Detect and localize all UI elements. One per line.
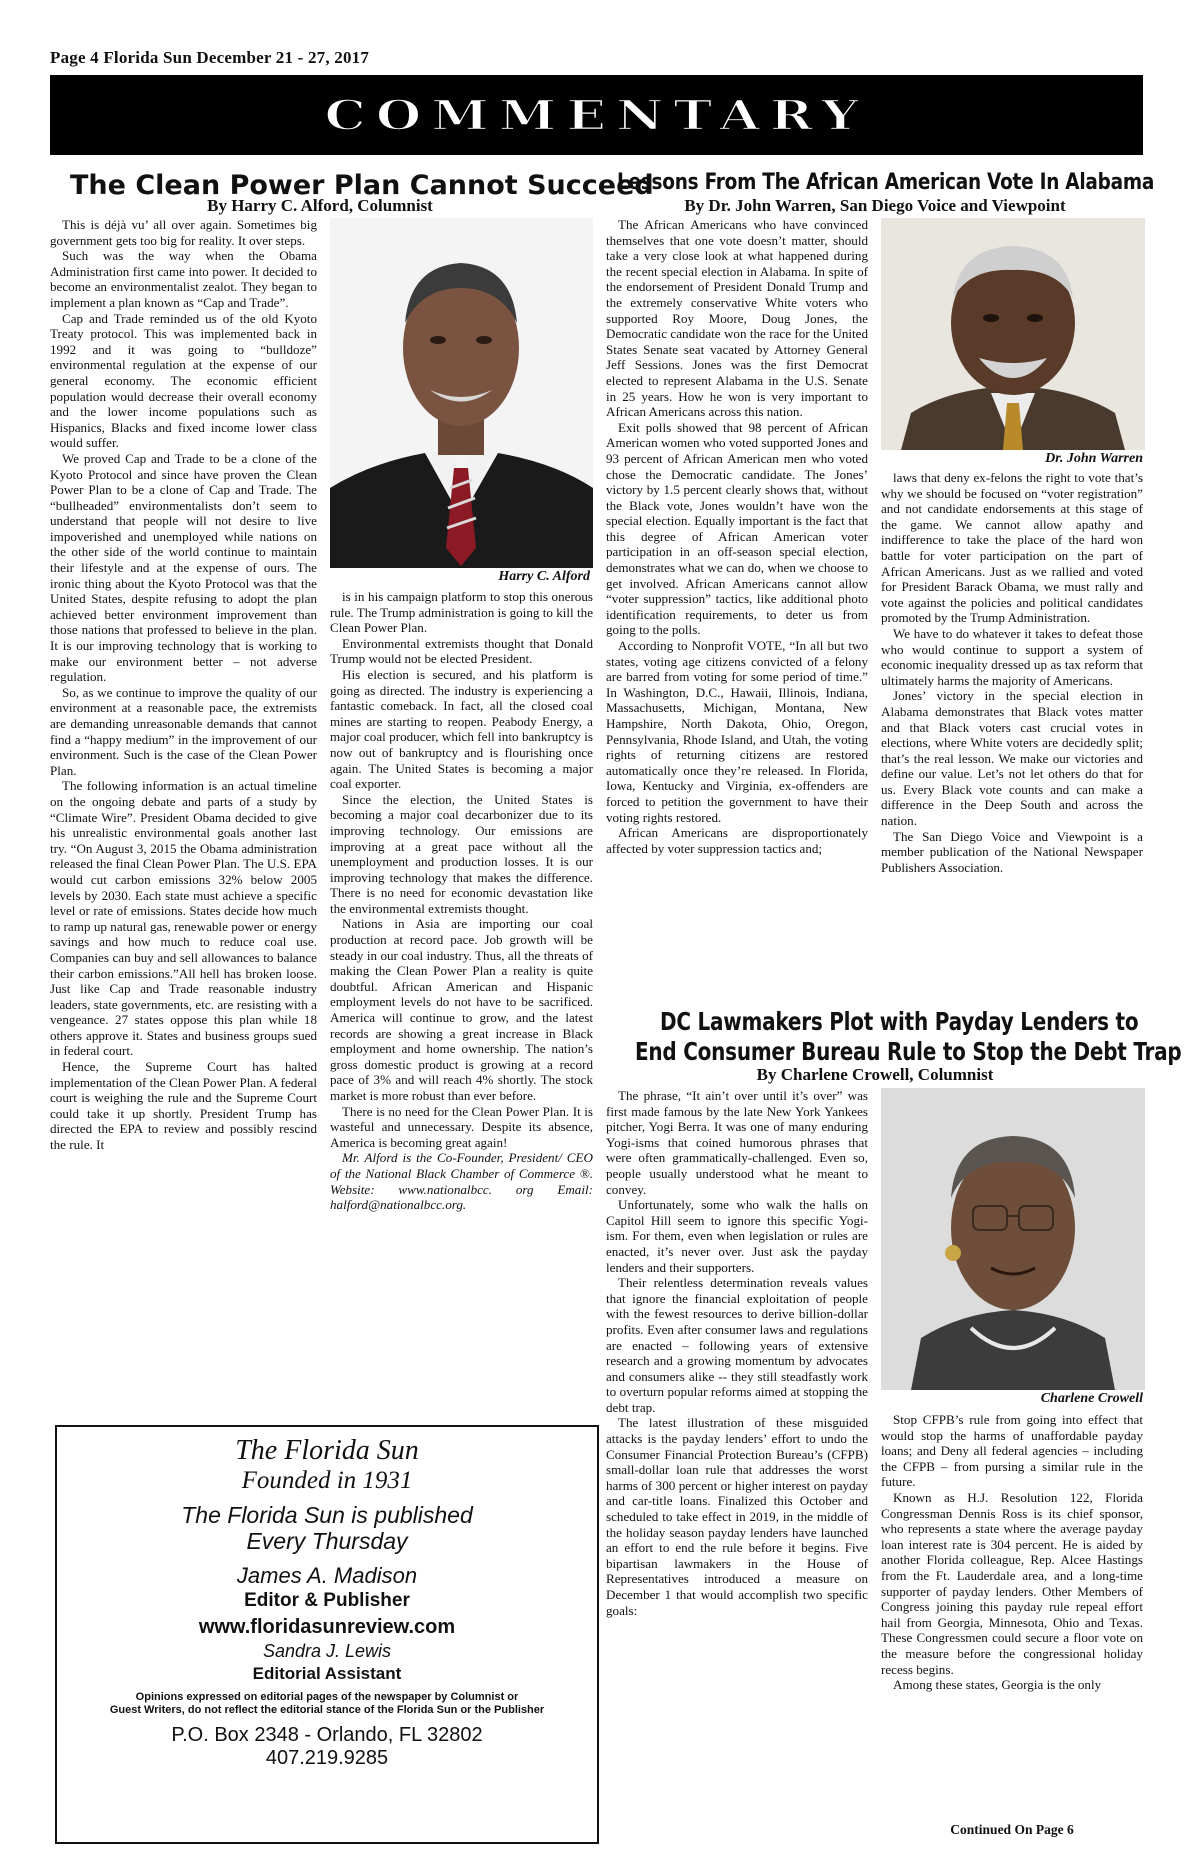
masthead-address: P.O. Box 2348 - Orlando, FL 32802 [171, 1724, 483, 1747]
article1-byline: By Harry C. Alford, Columnist [207, 196, 433, 215]
paragraph: The African Americans who have convinced themselves that one vote doesn’t matter, should take a very close look at what happened during the recent special election in Alabama. In spite of the endorsement of President Donald Trump and the extremely conservative White voters who supported Roy Moore, Doug Jones, the Democratic candidate won the race for the United States Senate seat vacated by Attorney General Jeff Sessions. Jones was the first Democrat elected to represent Alabama in the U.S. Senate in 25 years. How he won is very important to African Americans across this nation. [606, 217, 868, 420]
masthead-founded: Founded in 1931 [241, 1467, 413, 1495]
paragraph: Such was the way when the Obama Administration first came into power. It decided to become an environmentalist zealot. They began to implement a plan known as “Cap and Trade”. [50, 248, 317, 310]
article3-photo [881, 1088, 1145, 1390]
paragraph: Nations in Asia are importing our coal production at record pace. Job growth will be steady in our coal industry. Thus, all the threats of making the Clean Power Plan a reality is quite doubtful. African American and Hispanic employment levels do not have to be sacrificed. America will continue to grow, and the latest records are showing a great increase in Black employment and home ownership. The nation’s gross domestic product is growing at a record pace of 3% and will reach 4% shortly. The stock market is more robust than ever before. [330, 916, 593, 1103]
paragraph: Among these states, Georgia is the only [893, 1677, 1102, 1693]
paragraph: Exit polls showed that 98 percent of African American women who voted supported Jones and 93 percent of African American men who voted chose the Democratic candidate. The Jones’ victory by 1.5 percent clearly shows that, without the Black vote, Jones wouldn’t have won the special election. Equally important is the fact that this degree of African American voter participation in an off-season special election, demonstrates what we can do, when we choose to get involved. African Americans cannot allow “voter suppression” tactics, like additional photo identification requirements, to deter us from going to the polls. [606, 419, 868, 638]
article2-byline: By Dr. John Warren, San Diego Voice and Viewpoint [684, 196, 1066, 215]
portrait-john-warren [881, 218, 1145, 450]
article2-headline: Lessons From The African American Vote In Alabama [617, 170, 1155, 195]
paragraph: The San Diego Voice and Viewpoint is a member publication of the National Newspaper Publishers Association. [881, 828, 1143, 875]
article2-column-2 [881, 470, 1143, 987]
masthead-assistant-name: Sandra J. Lewis [262, 1640, 392, 1661]
masthead-phone: 407.219.9285 [265, 1747, 389, 1770]
paragraph: Their relentless determination reveals values that ignore the financial exploitation of people with the fewest resources to derive billion-dollar profits. Even after consumer laws and regulations are enacted – following years of extensive research and a growing momentum by advocates and consumers alike -- they still steadfastly work to overturn popular reforms aimed at stopping the debt trap. [606, 1275, 868, 1415]
paragraph: His election is secured, and his platform is going as directed. The industry is experiencing a fantastic comeback. In fact, all the closed coal mines are starting to reopen. Peabody Energy, a major coal producer, which fell into bankruptcy is now out of bankruptcy and is flourishing once again. The United States is becoming a major coal exporter. [330, 666, 593, 792]
article3-photo-caption: Charlene Crowell [1040, 1391, 1143, 1406]
paragraph: So, as we continue to improve the quality of our environment at a reasonable pace, the extremists are demanding unreasonable demands that cannot find a “happy medium” in the improvement of our environment. Such is the case of the Clean Power Plan. [50, 684, 317, 778]
masthead-disclaimer-line2: Guest Writers, do not reflect the editorial stance of the Florida Sun or the Publisher [109, 1703, 545, 1716]
paragraph: Cap and Trade reminded us of the old Kyoto Treaty protocol. This was implemented back in 1992 and it was going to “bulldoze” environmental regulation at the expense of our general economy. The economic efficient population would decrease their overall economy and the lower income populations such as Hispanics, Blacks and fixed income lower class would suffer. [50, 310, 317, 451]
masthead-editor-name: James A. Madison [236, 1562, 418, 1588]
section-title: COMMENTARY [324, 90, 869, 140]
masthead-editor-title: Editor & Publisher [244, 1590, 410, 1612]
continued-on-page-6: Continued On Page 6 [950, 1822, 1074, 1837]
paragraph: Environmental extremists thought that Donald Trump would not be elected President. [330, 635, 593, 667]
masthead-assistant-title: Editorial Assistant [252, 1663, 402, 1683]
paragraph: Hence, the Supreme Court has halted implementation of the Clean Power Plan. A federal court is weighing the rule and the Supreme Court could take it up shortly. President Trump has directed the EPA to review and possibly rescind the rule. It [50, 1059, 317, 1153]
masthead-box [55, 1425, 599, 1844]
paragraph: The following information is an actual timeline on the ongoing debate and parts of a study by “Climate Wire”. President Obama decided to give his unrealistic environmental goals another last try. “On August 3, 2015 the Obama administration released the final Clean Power Plan. The U.S. EPA would cut carbon emissions 32% below 2005 levels by 2030. Each state must achieve a specific level or rate of emissions. States decide how much to ramp up natural gas, renewable power or energy savings and how much to reduce coal use. Companies can buy and sell allowances to balance their carbon emissions.”All hell has broken loose. Just like Cap and Trade reasonable industry leaders, state governments, etc. are resisting with a vengeance. 27 states oppose this plan while 18 others approve it. States and business groups sued in federal court. [50, 778, 317, 1059]
paragraph: Stop CFPB’s rule from going into effect that would stop the harms of unaffordable payday loans; and Deny all federal agencies – including the CFPB – from pursing a similar rule in the future. [881, 1412, 1143, 1490]
masthead-disclaimer-line1: Opinions expressed on editorial pages of the newspaper by Columnist or [135, 1691, 519, 1704]
paragraph: This is déjà vu’ all over again. Sometimes big government gets too big for reality. It over steps. [50, 217, 317, 248]
paragraph: Since the election, the United States is becoming a major coal decarbonizer due to its improving technology. Our emissions are improving at a great pace without all the unemployment and production losses. It is our improving technology that makes the difference. There is no need for economic devastation like the environmental extremists thought. [330, 791, 593, 916]
article3-column-1 [606, 1088, 868, 1840]
article3-column-2 [881, 1412, 1143, 1820]
article1-photo [330, 218, 593, 568]
article1-photo-caption: Harry C. Alford [498, 569, 590, 584]
portrait-charlene-crowell [881, 1088, 1145, 1390]
paragraph: According to Nonprofit VOTE, “In all but two states, voting age citizens convicted of a felony are barred from voting for some period of time.” In Washington, D.C., Hawaii, Illinois, Indiana, Massachusetts, Michigan, Montana, New Hampshire, North Dakota, Ohio, Oregon, Pennsylvania, Rhode Island, and Utah, the voting rights of returning citizens are restored automatically once they’re released. In Florida, Iowa, Kentucky and Virginia, ex-offenders are forced to petition the government to have their voting rights restored. [606, 638, 868, 825]
masthead-website[interactable]: www.floridasunreview.com [198, 1615, 456, 1638]
paragraph: African Americans are disproportionately affected by voter suppression tactics and; [606, 825, 868, 856]
masthead-paper-name: The Florida Sun [235, 1435, 419, 1466]
masthead-published-line1: The Florida Sun is published [181, 1501, 473, 1528]
paragraph: We have to do whatever it takes to defeat those who would continue to support a system of economic inequality dressed up as tax reform that ultimately harms the majority of Americans. [881, 625, 1143, 688]
article1-column-1 [50, 217, 317, 1407]
paragraph: is in his campaign platform to stop this onerous rule. The Trump administration is going to kill the Clean Power Plan. [330, 589, 593, 636]
paragraph: laws that deny ex-felons the right to vote that’s why we should be focused on “voter registration” and not candidate endorsements at this stage of the game. We cannot allow apathy and indifference to take the place of the hard won battle for voter participation on the part of African Americans. Just as we rallied and voted for President Barack Obama, we must rally and vote against the policies and political candidates promoted by the Trump Administration. [881, 470, 1143, 626]
article3-headline-line1: DC Lawmakers Plot with Payday Lenders to [660, 1007, 1139, 1036]
paragraph: Jones’ victory in the special election in Alabama demonstrates that Black votes matter and that Black voters cast crucial votes in elections, where White voters are decidedly split; that’s the real lesson. We make our victories and define our value. Let’s not let others do that for us. Every Black vote counts and can make a difference in the Deep South and across the nation. [881, 688, 1143, 829]
author-bio: Mr. Alford is the Co-Founder, President/ CEO of the National Black Chamber of Commerce ®. Website: www.nationalbcc. org Email: halford@nationalbcc.org. [330, 1150, 593, 1213]
paragraph: Known as H.J. Resolution 122, Florida Congressman Dennis Ross is its chief sponsor, who represents a state where the average payday loan interest rate is 304 percent. He is aided by another Florida colleague, Rep. Alcee Hastings from the Ft. Lauderdale area, and a long-time supporter of payday lenders. Other Members of Congress joining this payday rule repeal effort hail from Georgia, Minnesota, Ohio and Texas. These Congressmen could secure a floor vote on the measure before the congressional holiday recess begins. [881, 1489, 1143, 1677]
paragraph: Unfortunately, some who walk the halls on Capitol Hill seem to ignore this specific Yogi-ism. For them, even when legislation or rules are enacted, it’s never over. Just ask the payday lenders and their supporters. [606, 1197, 868, 1275]
paragraph: There is no need for the Clean Power Plan. It is wasteful and unnecessary. Despite its absence, America is becoming great again! [330, 1103, 593, 1150]
article1-headline: The Clean Power Plan Cannot Succeed [70, 170, 654, 201]
article2-photo [881, 218, 1145, 450]
article3-headline-line2: End Consumer Bureau Rule to Stop the Debt Trap [635, 1037, 1182, 1066]
article2-photo-caption: Dr. John Warren [1045, 451, 1143, 466]
article3-byline: By Charlene Crowell, Columnist [756, 1065, 994, 1084]
masthead-published-line2: Every Thursday [246, 1528, 408, 1555]
article2-column-1 [606, 217, 868, 987]
section-banner [50, 75, 1143, 155]
portrait-harry-alford [330, 218, 593, 568]
page-header: Page 4 Florida Sun December 21 - 27, 2017 [50, 48, 370, 67]
paragraph: The latest illustration of these misguided attacks is the payday lenders’ effort to undo the Consumer Financial Protection Bureau’s (CFPB) small-dollar loan rule that addresses the worst harms of 300 percent or higher interest on payday and car-title loans. Finalized this October and scheduled to take effect in 2019, in the middle of the holiday season payday lenders have launched an effort to end the rule before it begins. Five bipartisan lawmakers in the House of Representatives introduced a measure on December 1 that would accomplish two specific goals: [606, 1415, 868, 1618]
article1-column-2 [330, 589, 593, 1407]
paragraph: We proved Cap and Trade to be a clone of the Kyoto Protocol and since have proven the Clean Power Plan to be a clone of Cap and Trade. The “bullheaded” environmentalists don’t seem to understand that people will not desire to live impoverished and unemployed while nations on the other side of the world continue to maintain their lifestyle and at the expense of ours. The ironic thing about the Kyoto Protocol was that the United States, despite refusing to adopt the plan achieved better environment improvement than those nations that professed to believe in the plan. It is our improving technology that is working to make our environment better – not adverse regulation. [50, 450, 317, 685]
paragraph: The phrase, “It ain’t over until it’s over” was first made famous by the late New York Yankees pitcher, Yogi Berra. It was one of many enduring Yogi-isms that coined humorous phrases that were often grammatically-challenged. Even so, people usually understood what he meant to convey. [606, 1088, 868, 1197]
